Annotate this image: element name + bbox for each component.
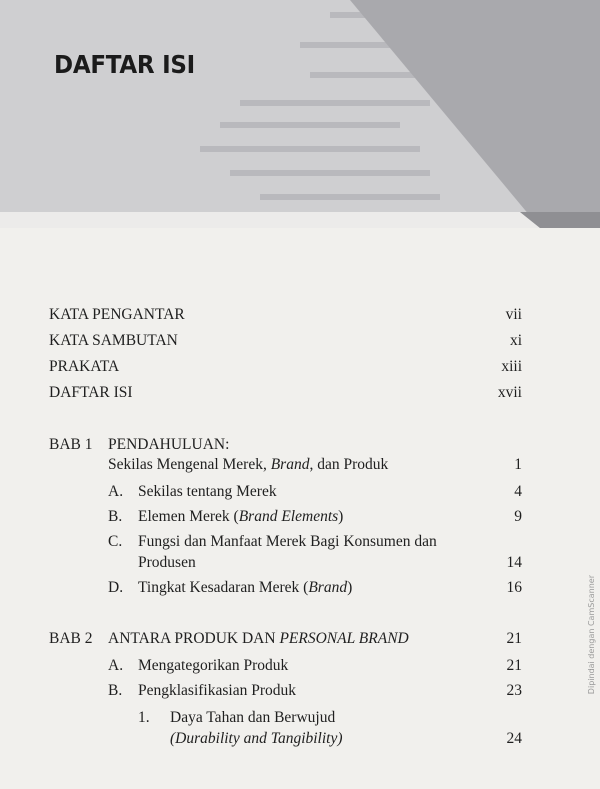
section-italic: Brand Elements: [238, 508, 339, 525]
subtitle-part: , dan Produk: [309, 456, 389, 473]
toc-page: 1: [514, 456, 522, 473]
toc-page: vii: [505, 306, 522, 323]
section-letter: B.: [108, 682, 123, 699]
section-text: ): [347, 579, 353, 596]
chapter-label: BAB 1: [49, 436, 93, 453]
section-title[interactable]: Pengklasifikasian Produk: [138, 682, 296, 699]
toc-page: 21: [506, 630, 522, 647]
chapter-title[interactable]: PENDAHULUAN:: [108, 436, 230, 453]
toc-page: 9: [514, 508, 522, 525]
section-letter: A.: [108, 657, 124, 674]
subsection-title[interactable]: Daya Tahan dan Berwujud: [170, 709, 336, 726]
toc-entry-kata-pengantar[interactable]: [49, 306, 185, 324]
subtitle-italic: Brand: [270, 456, 310, 473]
chapter-subtitle[interactable]: [108, 456, 388, 474]
toc-page: xiii: [501, 358, 522, 375]
page-title: DAFTAR ISI: [54, 50, 195, 79]
section-title[interactable]: [138, 508, 343, 526]
section-text: Tingkat Kesadaran Merek (: [138, 579, 309, 596]
section-title[interactable]: [138, 579, 352, 597]
toc-page: xvii: [497, 384, 522, 401]
chapter-label: BAB 2: [49, 630, 93, 647]
toc-page: 21: [506, 657, 522, 674]
toc-page: 4: [514, 483, 522, 500]
section-letter: B.: [108, 508, 123, 525]
toc-page: 23: [506, 682, 522, 699]
toc-page: 14: [506, 554, 522, 571]
toc-entry-daftar-isi[interactable]: [49, 384, 133, 402]
chapter-title-part: ANTARA PRODUK DAN: [108, 630, 280, 647]
toc-label: KATA PENGANTAR: [49, 306, 185, 323]
toc-label: PRAKATA: [49, 358, 120, 375]
subsection-number: 1.: [138, 709, 150, 726]
header-triangle-shape: [0, 0, 600, 228]
toc-entry-prakata[interactable]: [49, 358, 119, 376]
section-letter: A.: [108, 483, 124, 500]
toc-entry-kata-sambutan[interactable]: [49, 332, 178, 350]
toc-page: 16: [506, 579, 522, 596]
chapter-title[interactable]: [108, 630, 409, 648]
section-title[interactable]: Mengategorikan Produk: [138, 657, 289, 674]
subtitle-part: Sekilas Mengenal Merek,: [108, 456, 271, 473]
toc-label: DAFTAR ISI: [49, 384, 133, 401]
toc-page: xi: [509, 332, 522, 349]
toc-page: 24: [506, 730, 522, 747]
section-letter: C.: [108, 533, 123, 550]
chapter-title-italic: PERSONAL BRAND: [279, 630, 409, 647]
section-title-continued[interactable]: Produsen: [138, 554, 196, 571]
subsection-title-italic[interactable]: (Durability and Tangibility): [170, 730, 343, 747]
section-text: Elemen Merek (: [138, 508, 239, 525]
toc-label: KATA SAMBUTAN: [49, 332, 178, 349]
section-title[interactable]: Fungsi dan Manfaat Merek Bagi Konsumen dan: [138, 533, 437, 550]
header-banner: [0, 0, 600, 228]
section-text: ): [338, 508, 344, 525]
section-letter: D.: [108, 579, 124, 596]
scanner-watermark: Dipindai dengan CamScanner: [587, 575, 596, 695]
section-italic: Brand: [308, 579, 348, 596]
section-title[interactable]: Sekilas tentang Merek: [138, 483, 277, 500]
